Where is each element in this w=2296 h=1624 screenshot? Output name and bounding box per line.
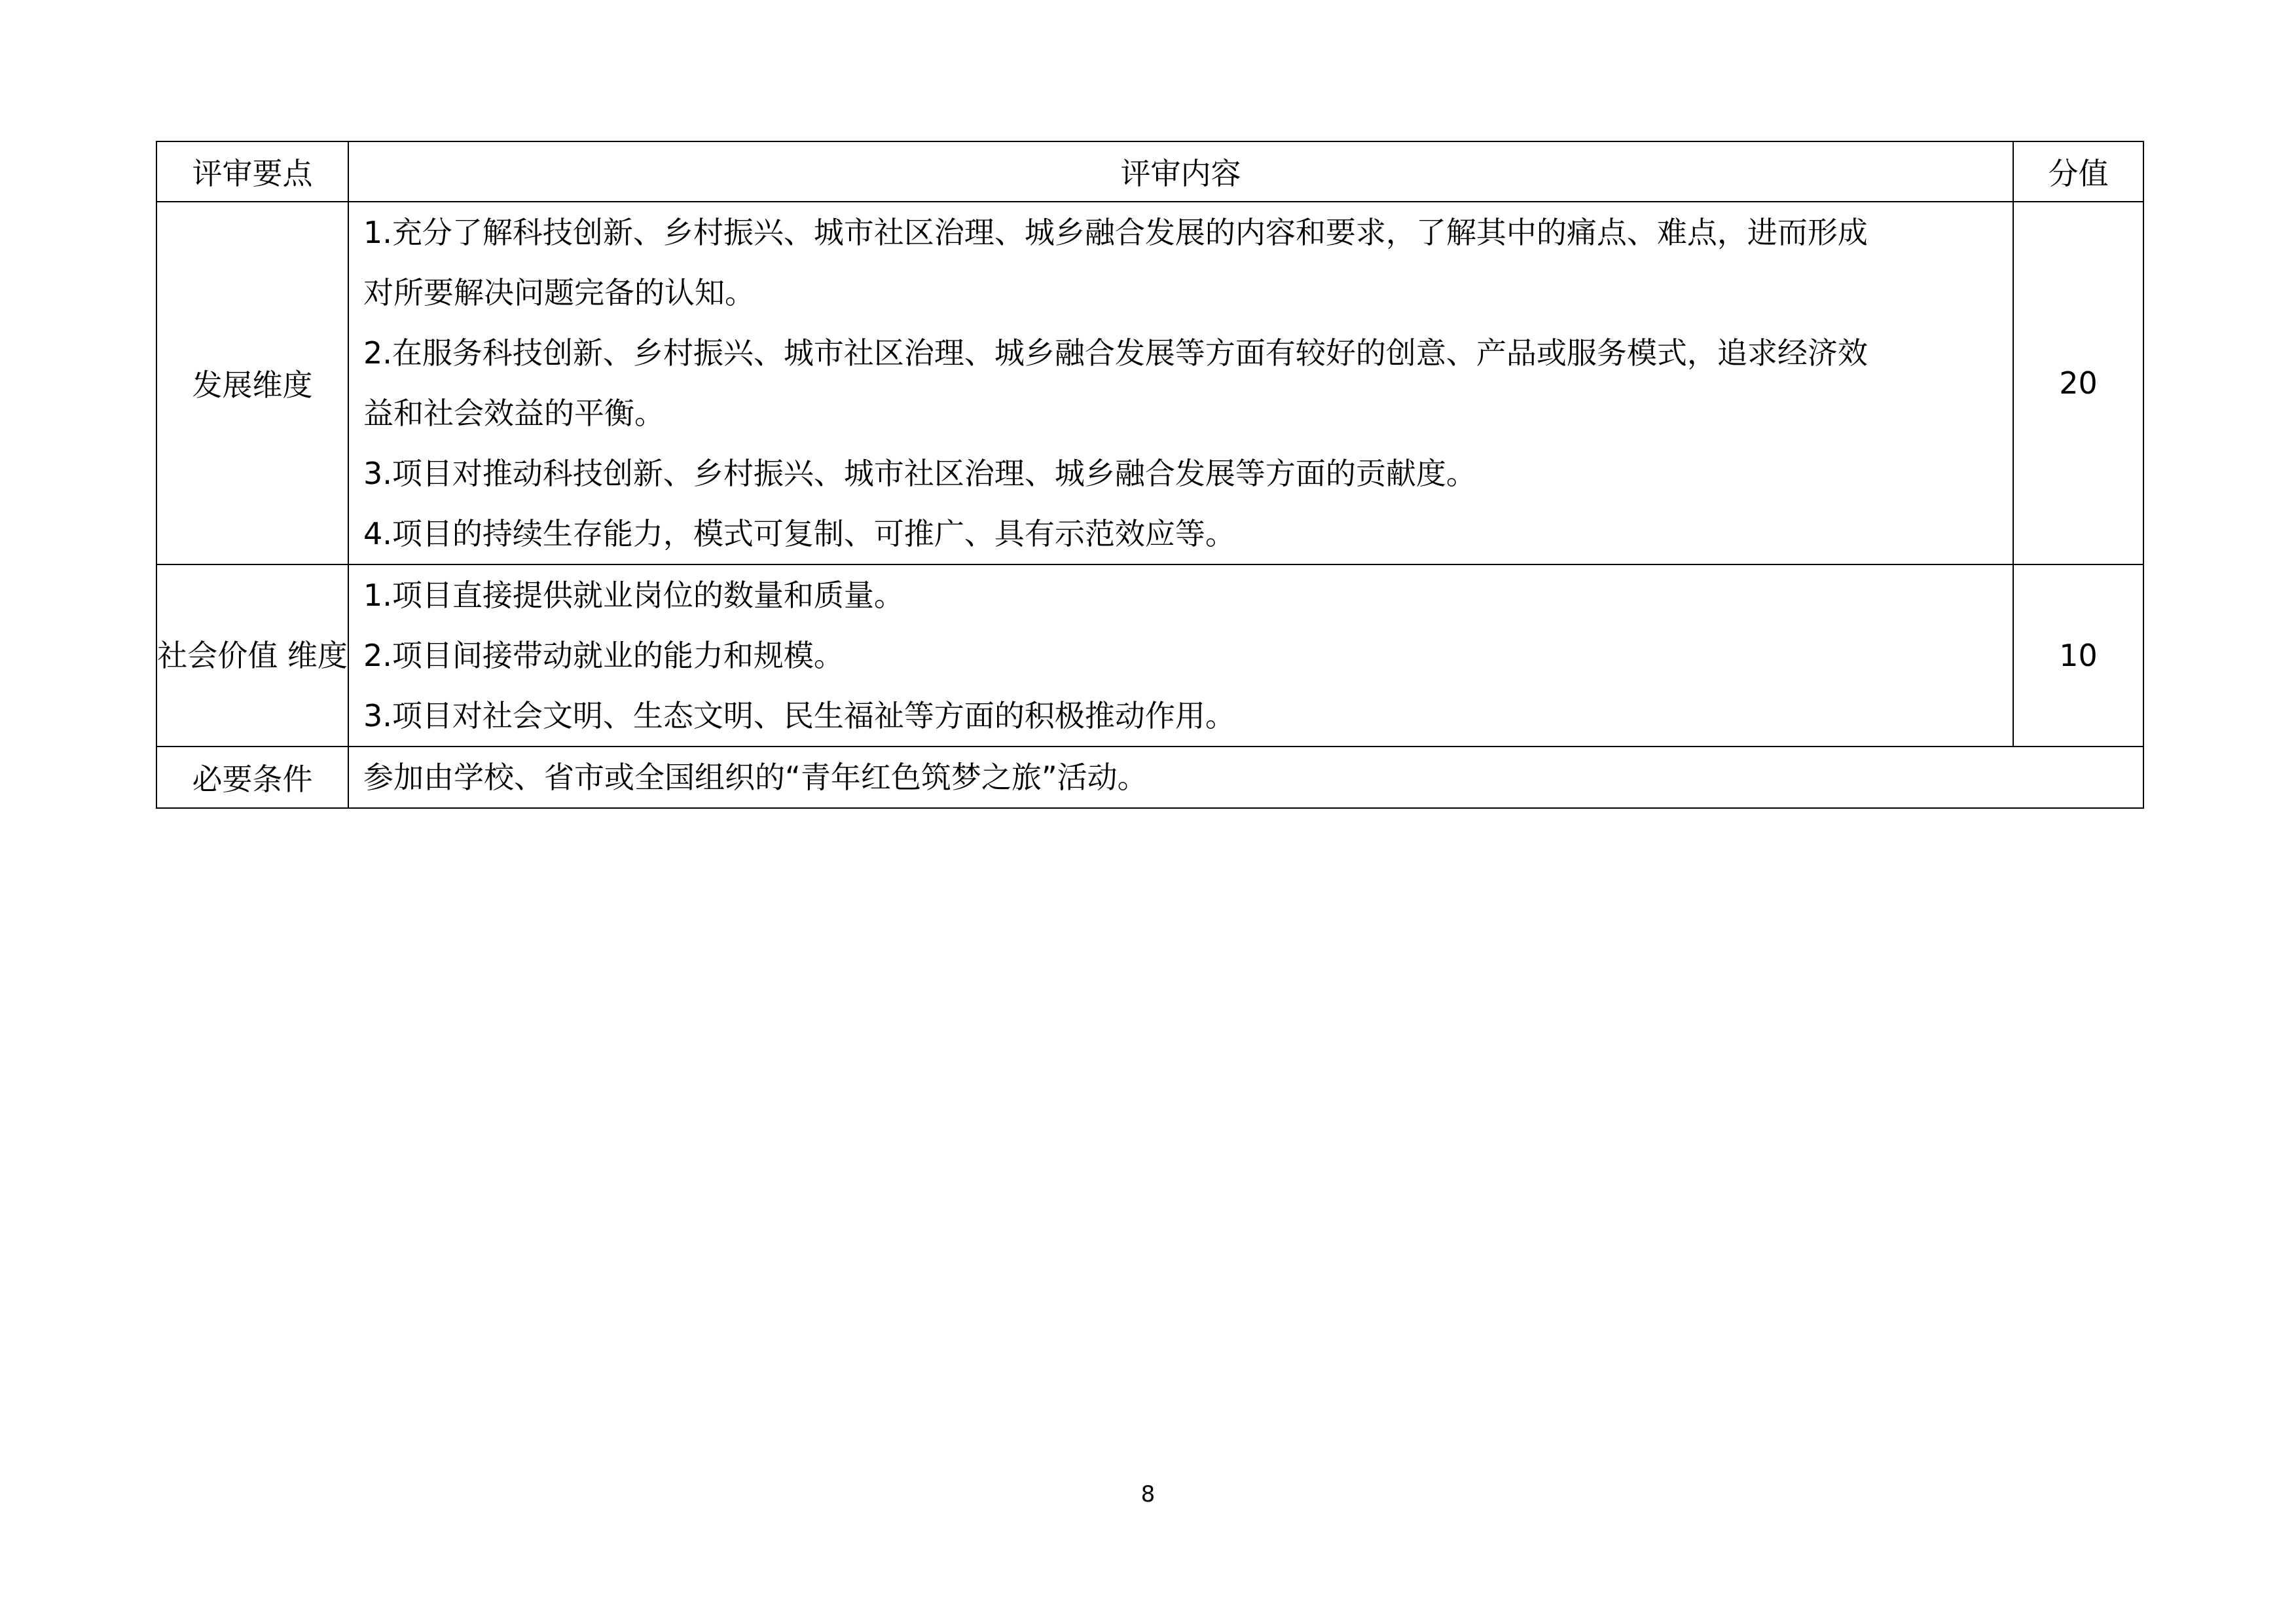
header-point: 评审要点 <box>156 141 348 202</box>
point-line: 社会价值 <box>157 638 278 673</box>
page-number: 8 <box>1140 1481 1156 1507</box>
content-line: 3.项目对社会文明、生态文明、民生福祉等方面的积极推动作用。 <box>363 698 1235 733</box>
row-content <box>348 747 2143 808</box>
content-line: 3.项目对推动科技创新、乡村振兴、城市社区治理、城乡融合发展等方面的贡献度。 <box>363 456 1476 491</box>
header-score: 分值 <box>2013 141 2143 202</box>
row-content <box>348 202 2013 564</box>
content-line: 益和社会效益的平衡。 <box>363 396 665 431</box>
row-score: 10 <box>2013 564 2143 747</box>
content-line: 参加由学校、省市或全国组织的“青年红色筑梦之旅”活动。 <box>363 760 1148 795</box>
point-line: 维度 <box>287 638 348 673</box>
row-point <box>156 564 348 747</box>
content-line: 1.充分了解科技创新、乡村振兴、城市社区治理、城乡融合发展的内容和要求，了解其中的痛点、难点，进而形成 <box>363 215 1868 250</box>
content-line: 2.在服务科技创新、乡村振兴、城市社区治理、城乡融合发展等方面有较好的创意、产品或服务模式，追求经济效 <box>363 335 1868 371</box>
content-line: 4.项目的持续生存能力，模式可复制、可推广、具有示范效应等。 <box>363 516 1235 551</box>
evaluation-criteria-table <box>156 141 2144 809</box>
content-line: 1.项目直接提供就业岗位的数量和质量。 <box>363 578 904 613</box>
table-header-row <box>156 141 2143 202</box>
row-point: 发展维度 <box>156 202 348 564</box>
row-content <box>348 564 2013 747</box>
content-line: 2.项目间接带动就业的能力和规模。 <box>363 638 844 673</box>
content-line: 对所要解决问题完备的认知。 <box>363 275 755 310</box>
table-row <box>156 202 2143 564</box>
row-score: 20 <box>2013 202 2143 564</box>
table-row <box>156 747 2143 808</box>
table-row <box>156 564 2143 747</box>
row-point: 必要条件 <box>156 747 348 808</box>
header-content: 评审内容 <box>348 141 2013 202</box>
